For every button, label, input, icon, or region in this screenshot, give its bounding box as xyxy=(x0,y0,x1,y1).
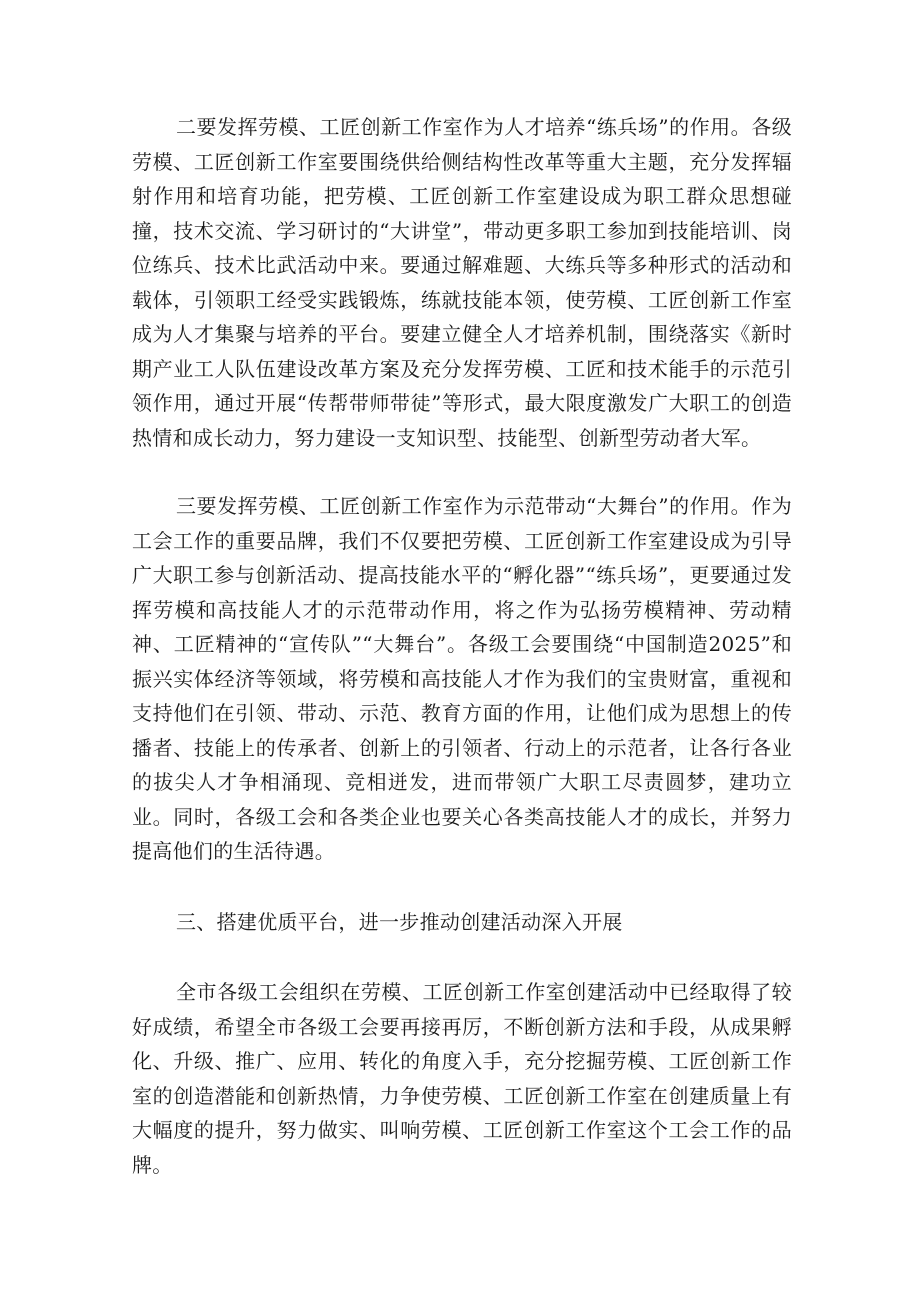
section-heading-platform: 三、搭建优质平台，进一步推动创建活动深入开展 xyxy=(176,909,623,934)
paragraph-big-stage: 三要发挥劳模、工匠创新工作室作为示范带动“大舞台”的作用。作为工会工作的重要品牌，我们不仅要把劳模、工匠创新工作室建设成为引导广大职工参与创新活动、提高技能水平的“孵化器”“练兵场”，更要通过发挥劳模和高技能人才的示范带动作用，将之作为弘扬劳模精神、劳动精神、工匠精神的“宣传队”“大舞台”。各级工会要围绕“中国制造2025”和振兴实体经济等领域，将劳模和高技能人才作为我们的宝贵财富，重视和支持他们在引领、带动、示范、教育方面的作用，让他们成为思想上的传播者、技能上的传承者、创新上的引领者、行动上的示范者，让各行各业的拔尖人才争相涌现、竞相迸发，进而带领广大职工尽责圆梦，建功立业。同时，各级工会和各类企业也要关心各类高技能人才的成长，并努力提高他们的生活待遇。 xyxy=(132,494,792,863)
paragraph-training-ground: 二要发挥劳模、工匠创新工作室作为人才培养“练兵场”的作用。各级劳模、工匠创新工作室要围绕供给侧结构性改革等重大主题，充分发挥辐射作用和培育功能，把劳模、工匠创新工作室建设成为职工群众思想碰撞，技术交流、学习研讨的“大讲堂”，带动更多职工参加到技能培训、岗位练兵、技术比武活动中来。要通过解难题、大练兵等多种形式的活动和载体，引领职工经受实践锻炼，练就技能本领，使劳模、工匠创新工作室成为人才集聚与培养的平台。要建立健全人才培养机制，围绕落实《新时期产业工人队伍建设改革方案及充分发挥劳模、工匠和技术能手的示范引领作用，通过开展“传帮带师带徒”等形式，最大限度激发广大职工的创造热情和成长动力，努力建设一支知识型、技能型、创新型劳动者大军。 xyxy=(132,115,792,450)
paragraph-city-unions: 全市各级工会组织在劳模、工匠创新工作室创建活动中已经取得了较好成绩，希望全市各级工会要再接再厉，不断创新方法和手段，从成果孵化、升级、推广、应用、转化的角度入手，充分挖掘劳模、工匠创新工作室的创造潜能和创新热情，力争使劳模、工匠创新工作室在创建质量上有大幅度的提升，努力做实、叫响劳模、工匠创新工作室这个工会工作的品牌。 xyxy=(132,980,792,1177)
document-body xyxy=(132,110,792,1182)
